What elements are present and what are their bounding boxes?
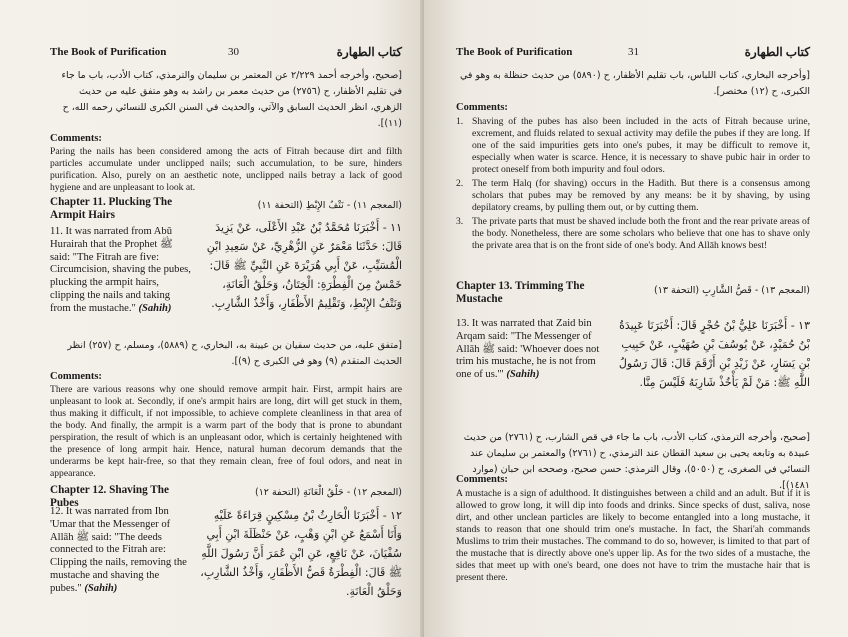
chapter-title: Chapter 13. Trimming The Mustache (456, 280, 585, 305)
chapter-12-block (50, 484, 402, 634)
chapter-title-arabic: (المعجم ١٢) - حَلْقُ الْعَانَةِ (التحفة ١٢) (254, 487, 402, 498)
book-title: The Book of Purification (50, 46, 167, 58)
comment-item (456, 216, 810, 252)
comments-heading: Comments: (50, 371, 102, 382)
hadith-grade: (Sahih) (506, 369, 540, 381)
comment-item (456, 116, 810, 176)
book-title-arabic: كتاب الطهارة (744, 45, 810, 59)
chapter-title-arabic: (المعجم ١١) - نَتْفُ الإِبْطِ (التحفة ١١) (257, 200, 402, 211)
comments-heading: Comments: (456, 102, 508, 113)
chapter-title-arabic: (المعجم ١٣) - قَصُّ الشَّارِبِ (التحفة ١٣) (654, 285, 810, 296)
chapter-title: Chapter 11. Plucking The Armpit Hairs (50, 196, 173, 221)
hadith-grade: (Sahih) (84, 582, 118, 594)
hadith-text (50, 506, 192, 618)
hadith-arabic: ١٣ - أَخْبَرَنَا عَلِيُّ بْنُ حُجْرٍ قَالَ: أَخْبَرَنَا عَبِيدَةُ بْنُ حُمَيْدٍ، عَنْ يُوسُفَ بْنِ صُهَيْبٍ، عَنْ حَبِيبِ بْنِ يَسَارٍ، عَنْ زَيْدِ بْنِ أَرْقَمَ قَالَ: قَالَ رَسُولُ اللَّهِ ﷺ: مَنْ لَمْ يَأْخُذْ شَارِبَهُ فَلَيْسَ مِنَّا. (618, 319, 810, 389)
book-title-arabic: كتاب الطهارة (336, 45, 402, 59)
chapter-title: Chapter 12. Shaving The Pubes (50, 484, 169, 509)
left-page-header (50, 46, 402, 62)
left-page-content (50, 0, 402, 637)
hadith-text (456, 318, 606, 408)
comment-text: Shaving of the pubes has also been included in the acts of Fitrah because urine, excrement, and fluids related to sexual activity may defile the pubes if they are long. If one of the said impurities gets into one's pubes, it may be difficult to remove it, especially when water is scarce. Hence, it is necessary to shave pubic hair in order to protect oneself from both impurity and foul odors. (472, 116, 810, 175)
right-page-content (456, 0, 810, 637)
hadith-english: 12. It was narrated from Ibn 'Umar that the Messenger of Allāh ﷺ said: "The deeds connected to the Fitrah are: Clipping the nails, removing the mustache and shaving the pubes." (50, 506, 187, 594)
hadith-grade: (Sahih) (138, 302, 172, 314)
comment-text: The private parts that must be shaved include both the front and the rear private areas of the body. Nonetheless, there are some scholars who believe that one has to shave only the private area that is on the front side of one's body. And Allāh knows best! (472, 216, 810, 251)
comments-text: There are various reasons why one should remove armpit hair. First, armpit hairs are unpleasant to look at. Secondly, if one's armpit hairs are long, dirt will get stuck in them, thus making it difficult, if not impossible, to achieve complete cleanliness in that area of the body. And finally, the armpit is a warm part of the body that is prone to abundant perspiration, the result of which is an unpleasant odor, which is certainly heightened with the presence of long armpit hair. Hence, natural human decorum demands that the underarms be kept hair-free, so that they remain clean, free of foul odors, and neat in appearance. (50, 384, 402, 479)
comment-item (456, 178, 810, 214)
hadith-english: 13. It was narrated that Zaid bin Arqam said: "The Messenger of Allāh ﷺ said: 'Whoever does not trim his mustache, he is not from one of us.'" (456, 318, 600, 381)
hadith-reference-arabic: [صحيح، وأخرجه الترمذي، كتاب الأدب، باب ما جاء في قص الشارب، ح (٢٧٦١) من حديث عبيدة به وتابعه يحيى بن سعيد القطان عند الترمذي، ح (٢٧٦١) والمعتمر بن سليمان عند النسائي في الصغرى، ح (٥٠٥٠)، وقال الترمذي: حسن صحيح، وصححه ابن حبان (موارد ١٤٨١)]. (463, 432, 810, 491)
comment-number: 3. (456, 216, 464, 227)
comments-heading: Comments: (50, 133, 102, 144)
comments-heading: Comments: (456, 474, 508, 485)
hadith-arabic: ١١ - أَخْبَرَنَا مُحَمَّدُ بْنُ عَبْدِ الأَعْلَى، عَنْ يَزِيدَ قَالَ: حَدَّثَنَا مَعْمَرٌ عَنِ الزُّهْرِيِّ، عَنْ سَعِيدِ ابْنِ الْمُسَيِّبِ، عَنْ أَبِي هُرَيْرَةَ عَنِ النَّبِيِّ ﷺ قَالَ: خَمْسٌ مِنَ الْفِطْرَةِ: الْخِتَانُ، وَحَلْقُ الْعَانَةِ، وَنَتْفُ الإِبْطِ، وَتَقْلِيمُ الأَظْفَارِ، وَأَخْذُ الشَّارِبِ. (206, 221, 402, 310)
book-title: The Book of Purification (456, 46, 573, 58)
comment-number: 1. (456, 116, 464, 127)
hadith-reference-arabic: [وأخرجه البخاري، كتاب اللباس، باب تقليم الأظفار، ح (٥٨٩٠) من حديث حنظلة به وهو في الكبرى، ح (١٢) مختصر]. (460, 70, 810, 97)
chapter-13-block (456, 280, 810, 450)
comments-text: A mustache is a sign of adulthood. It distinguishes between a child and an adult. But if it is allowed to grow long, it will dip into foods and drinks. Since specks of dust, saliva, nose dirt, and other unclean particles are likely to become entangled into a long mustache, it stands to reason that one should trim one's mustache. In fact, the Shari'ah commands Muslims to trim their mustaches. The command to do so, however, is limited to that part of the mustache that is directly above one's upper lip. As for the two sides of a mustache, the sides that meet up with one's beard, one does not have to trim the mustache hair that is present there. (456, 488, 810, 583)
comment-number: 2. (456, 178, 464, 189)
hadith-english: 11. It was narrated from Abū Hurairah that the Prophet ﷺ said: "The Fitrah are five: Circumcision, shaving the pubes, plucking the armpit hairs, clipping the nails and taking from the mustache." (50, 226, 191, 314)
chapter-11-block (50, 196, 402, 336)
comments-text: Paring the nails has been considered among the acts of Fitrah because dirt and filth particles accumulate under unclipped nails; such accumulation, to be sure, hinders purification. Also, purely on an aesthetic note, unclipped nails betray a lack of good hygiene and are unpleasant to look at. (50, 146, 402, 193)
page-number: 30 (228, 46, 239, 58)
comment-text: The term Halq (for shaving) occurs in the Hadith. But there is a consensus among scholars that pubes may be removed by any means: be it by shaving, by using depilatory creams, by pulling them out, or by cutting them. (472, 178, 810, 213)
hadith-arabic: ١٢ - أَخْبَرَنَا الْحَارِثُ بْنُ مِسْكِينٍ قِرَاءَةً عَلَيْهِ وَأَنَا أَسْمَعُ عَنِ ابْنِ وَهْبٍ، عَنْ حَنْظَلَةَ ابْنِ أَبِي سُفْيَانَ، عَنْ نَافِعٍ، عَنِ ابْنِ عُمَرَ أَنَّ رَسُولَ اللَّهِ ﷺ قَالَ: الْفِطْرَةُ قَصُّ الأَظْفَارِ، وَأَخْذُ الشَّارِبِ، وَحَلْقُ الْعَانَةِ. (200, 509, 402, 598)
comments-list (456, 116, 810, 274)
right-page-header (456, 46, 810, 62)
hadith-text (50, 226, 192, 324)
hadith-reference-arabic: [صحيح، وأخرجه أحمد ٢/٢٢٩ عن المعتمر بن سليمان والترمذي، كتاب الأدب، باب ما جاء في تقليم الأظفار، ح (٢٧٥٦) من حديث معمر بن راشد به وهو متفق عليه من حديث الزهري، انظر الحديث السابق والآتي، والحديث في السنن الكبرى للنسائي رحمه الله، ح (١١)]. (61, 70, 402, 129)
hadith-reference-arabic: [متفق عليه، من حديث سفيان بن عيينة به، البخاري، ح (٥٨٨٩)، ومسلم، ح (٢٥٧) انظر الحديث المتقدم (٩) وهو في الكبرى ح (٩)]. (67, 340, 402, 367)
page-number: 31 (628, 46, 639, 58)
right-page (424, 0, 848, 637)
